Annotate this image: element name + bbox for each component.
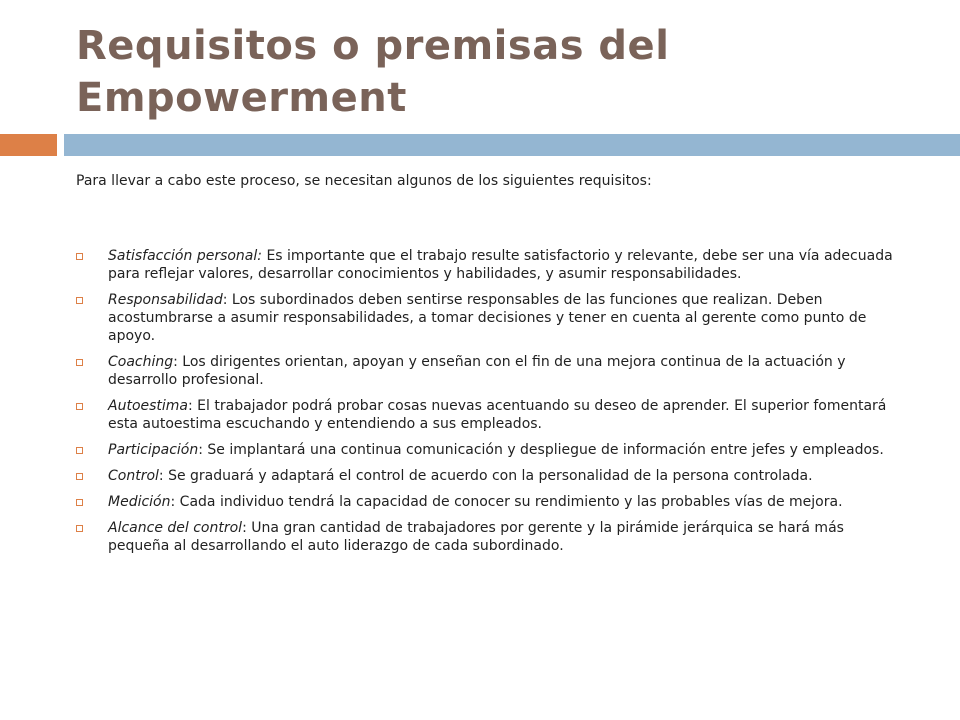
accent-bar-blue [64, 134, 960, 156]
requirements-list [76, 247, 906, 563]
square-bullet-icon [76, 253, 83, 260]
list-item [76, 353, 906, 389]
bullet-term: Autoestima [108, 398, 189, 414]
square-bullet-icon [76, 359, 83, 366]
list-item [76, 467, 906, 485]
intro-text: Para llevar a cabo este proceso, se necesitan algunos de los siguientes requisitos: [76, 173, 652, 189]
list-item [76, 397, 906, 433]
bullet-term: Medición [108, 494, 171, 510]
bullet-text: Es importante que el trabajo resulte satisfactorio y relevante, debe ser una vía adecuada para reflejar valores, desarrollar conocimientos y habilidades, y asumir responsabilidades. [108, 248, 893, 282]
bullet-text: : Se graduará y adaptará el control de acuerdo con la personalidad de la persona controlada. [158, 468, 813, 484]
square-bullet-icon [76, 297, 83, 304]
square-bullet-icon [76, 525, 83, 532]
list-item [76, 519, 906, 555]
bullet-text: : Una gran cantidad de trabajadores por gerente y la pirámide jerárquica se hará más pequeña al desarrollando el auto liderazgo de cada subordinado. [108, 520, 844, 554]
bullet-term: Alcance del control [108, 520, 243, 536]
list-item [76, 441, 906, 459]
square-bullet-icon [76, 499, 83, 506]
bullet-term: Participación [108, 442, 199, 458]
bullet-text: : Se implantará una continua comunicación y despliegue de información entre jefes y empleados. [198, 442, 884, 458]
bullet-text: : Los subordinados deben sentirse responsables de las funciones que realizan. Deben acostumbrarse a asumir responsabilidades, a tomar decisiones y tener en cuenta al gerente como punto de apoyo. [108, 292, 867, 344]
square-bullet-icon [76, 447, 83, 454]
list-item [76, 247, 906, 283]
bullet-term: Coaching [108, 354, 174, 370]
bullet-text: : Cada individuo tendrá la capacidad de conocer su rendimiento y las probables vías de mejora. [170, 494, 843, 510]
bullet-term: Responsabilidad [108, 292, 223, 308]
accent-bar-orange [0, 134, 57, 156]
list-item [76, 493, 906, 511]
square-bullet-icon [76, 473, 83, 480]
square-bullet-icon [76, 403, 83, 410]
bullet-text: : Los dirigentes orientan, apoyan y enseñan con el fin de una mejora continua de la actuación y desarrollo profesional. [108, 354, 846, 388]
bullet-text: : El trabajador podrá probar cosas nuevas acentuando su deseo de aprender. El superior fomentará esta autoestima escuchando y entendiendo a sus empleados. [108, 398, 887, 432]
slide-title: Requisitos o premisas del Empowerment [76, 23, 670, 121]
bullet-term: Satisfacción personal: [108, 248, 262, 264]
bullet-term: Control [108, 468, 159, 484]
list-item [76, 291, 906, 345]
